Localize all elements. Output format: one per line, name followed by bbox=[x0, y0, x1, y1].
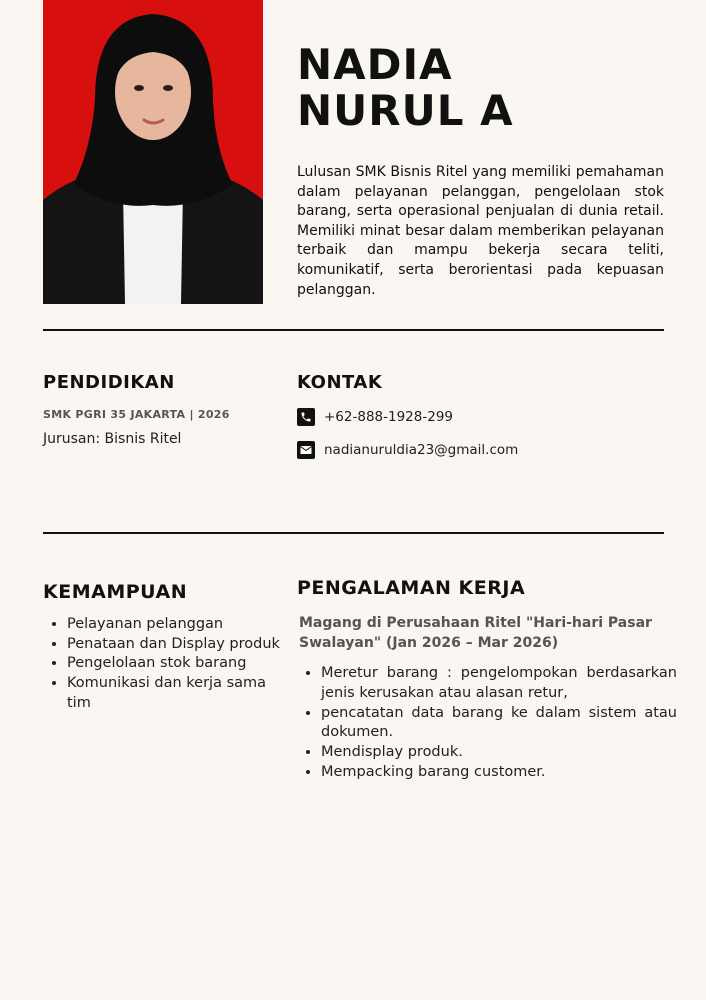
education-major: Jurusan: Bisnis Ritel bbox=[43, 431, 182, 447]
skill-item: • Pengelolaan stok barang bbox=[67, 654, 287, 674]
education-school: SMK PGRI 35 JAKARTA | 2026 bbox=[43, 408, 230, 421]
contact-phone[interactable]: +62-888-1928-299 bbox=[324, 409, 453, 425]
task-item: • Meretur barang : pengelompokan berdasarkan jenis kerusakan atau alasan retur, bbox=[321, 664, 677, 704]
task-item: • Mempacking barang customer. bbox=[321, 763, 677, 783]
profile-summary: Lulusan SMK Bisnis Ritel yang memiliki pemahaman dalam pelayanan pelanggan, pengelolaan stok barang, serta operasional penjualan di dunia retail. Memiliki minat besar dalam memberikan pelayanan terbaik dan mampu bekerja secara teliti, komunikatif, serta berorientasi pada kepuasan pelanggan. bbox=[297, 164, 664, 298]
section-divider bbox=[43, 532, 664, 534]
skill-item: • Penataan dan Display produk bbox=[67, 635, 287, 655]
candidate-name bbox=[297, 42, 677, 134]
contact-email-row bbox=[297, 441, 518, 459]
contact-phone-row bbox=[297, 408, 453, 426]
phone-icon bbox=[297, 408, 315, 426]
contact-email[interactable]: nadianuruldia23@gmail.com bbox=[324, 442, 519, 458]
envelope-icon bbox=[297, 441, 315, 459]
experience-heading: PENGALAMAN KERJA bbox=[297, 577, 526, 599]
skill-item: • Komunikasi dan kerja sama tim bbox=[67, 674, 287, 713]
task-item: • Mendisplay produk. bbox=[321, 743, 677, 763]
skills-list bbox=[45, 615, 287, 714]
skills-heading: KEMAMPUAN bbox=[43, 581, 188, 603]
experience-task-list bbox=[299, 664, 677, 783]
job-title: Magang di Perusahaan Ritel "Hari-hari Pasar Swalayan" (Jan 2026 – Mar 2026) bbox=[299, 615, 652, 651]
skill-item: • Pelayanan pelanggan bbox=[67, 615, 287, 635]
education-heading: PENDIDIKAN bbox=[43, 372, 175, 393]
profile-photo bbox=[43, 0, 263, 304]
contact-heading: KONTAK bbox=[297, 372, 383, 393]
task-item: • pencatatan data barang ke dalam sistem atau dokumen. bbox=[321, 704, 677, 744]
name-line-1: NADIA bbox=[297, 40, 453, 89]
section-divider bbox=[43, 329, 664, 331]
name-line-2: NURUL A bbox=[297, 86, 514, 135]
